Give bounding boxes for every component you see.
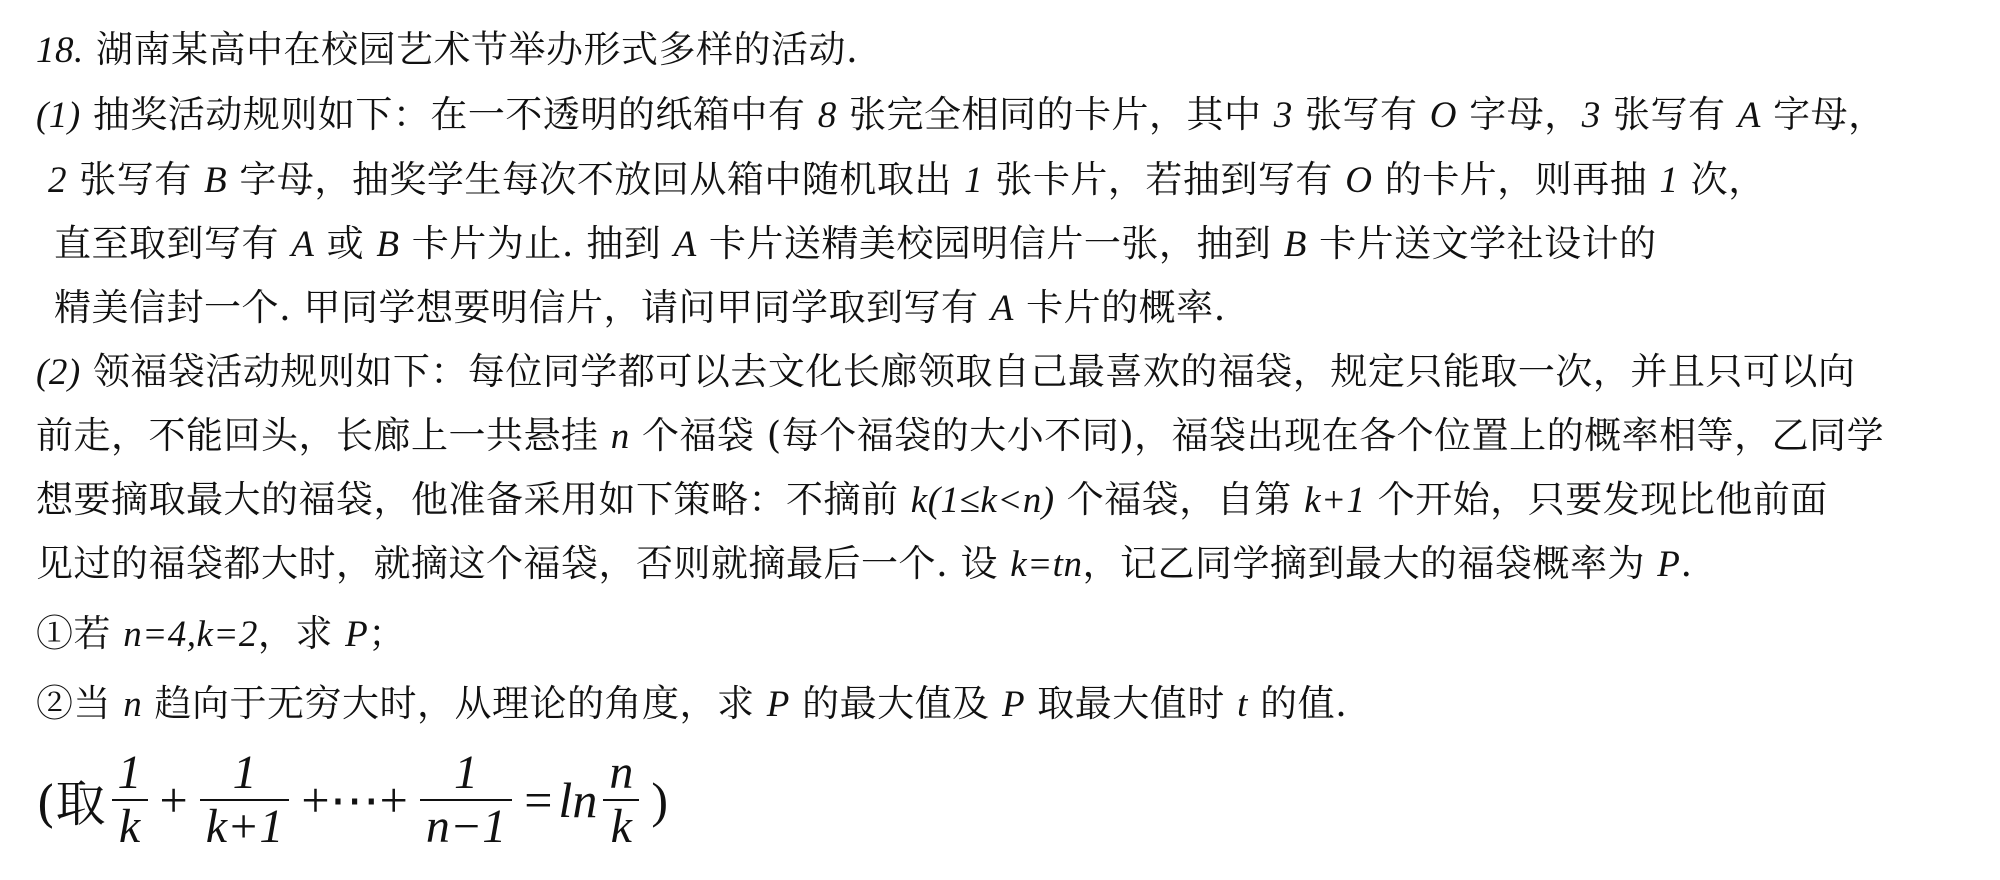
text-segment: 的最大值及 [789,682,1002,725]
problem-line-11 [36,682,1347,727]
problem-line-2 [36,93,1886,138]
text-segment: 精美信封一个. 甲同学想要明信片，请问甲同学取到写有 [54,286,991,329]
text-segment: . [1680,542,1693,585]
math-expr: P [345,614,369,655]
math-expr: 1 [964,160,984,201]
math-expr: A [990,288,1014,329]
text-segment: 卡片的概率. [1013,286,1226,329]
text-segment: 字母，抽奖学生每次不放回从箱中随机取出 [227,158,965,201]
problem-line-4 [54,222,1657,267]
formula-open: (取 [36,775,106,833]
math-expr: 8 [817,95,837,136]
math-expr: O [1345,160,1373,201]
problem-line-9 [36,542,1693,587]
text-segment: 卡片为止. 抽到 [399,222,674,265]
text-segment: 的卡片，则再抽 [1372,158,1660,201]
text-segment: 张卡片，若抽到写有 [983,158,1346,201]
text-segment: 卡片送文学社设计的 [1306,222,1657,265]
problem-line-5 [54,286,1226,331]
text-segment: 抽奖活动规则如下：在一不透明的纸箱中有 [80,93,818,136]
math-expr: 3 [1273,95,1293,136]
text-segment: 见过的福袋都大时，就摘这个福袋，否则就摘最后一个. 设 [36,542,1011,585]
math-expr: A [1737,95,1761,136]
text-segment: ，记乙同学摘到最大的福袋概率为 [1082,542,1658,585]
text-segment: ，求 [257,612,346,655]
fraction-1-over-k: $\frac{1}{k}$ [112,747,148,853]
math-expr: k=tn [1010,544,1083,585]
math-expr: n=4,k=2 [123,614,258,655]
problem-line-6 [36,350,1855,395]
math-expr: n [610,416,630,457]
problem-line-8 [36,478,1828,523]
text-segment: 领福袋活动规则如下：每位同学都可以去文化长廊领取自己最喜欢的福袋，规定只能取一次，并且只可以向 [80,350,1856,393]
fraction-1-over-k-plus-1: $\frac{1}{k+1}$ [200,747,290,853]
text-segment: 卡片送精美校园明信片一张，抽到 [696,222,1284,265]
math-expr: (1) [36,95,81,136]
math-expr: n [123,684,143,725]
math-expr: P [1001,684,1026,725]
problem-line-1 [36,28,858,73]
math-expr: B [204,160,228,201]
text-segment: 次， [1678,158,1766,201]
math-expr: B [1283,224,1307,265]
math-expr: O [1429,95,1457,136]
text-segment: 的值. [1247,682,1348,725]
text-segment: ； [368,612,406,655]
math-expr: 3 [1581,95,1601,136]
math-expr: B [376,224,400,265]
text-segment: 直至取到写有 [54,222,292,265]
math-expr: P [766,684,790,725]
math-expr: 1 [1659,160,1679,201]
math-expr: k+1 [1304,480,1366,521]
math-expr: A [673,224,697,265]
math-expr: 18. [36,30,84,71]
text-segment: 趋向于无穷大时，从理论的角度，求 [142,682,767,725]
text-segment: ②当 [36,682,124,725]
text-segment: 字母， [1760,93,1886,136]
text-segment: 个福袋，自第 [1054,478,1305,521]
text-segment: 个福袋 (每个福袋的大小不同)，福袋出现在各个位置上的概率相等，乙同学 [629,414,1885,457]
math-expr: k(1≤k<n) [910,480,1055,521]
problem-line-3 [48,158,1766,203]
math-expr: 2 [48,160,67,201]
text-segment: 取最大值时 [1025,682,1238,725]
math-expr: P [1657,544,1681,585]
fraction-n-over-k: $\frac{n}{k}$ [603,747,639,853]
math-expr: A [291,224,315,265]
problem-line-7 [36,414,1884,459]
math-expr: (2) [36,352,81,393]
hint-formula: (取 $\frac{1}{k}$ + $\frac{1}{k+1}$ +⋯+ $\frac{1}{n-1}$ = ln $\frac{n}{k}$ ) [36,746,668,853]
math-expr: t [1237,684,1248,725]
problem-line-10 [36,612,406,657]
text-segment: 张写有 [67,158,205,201]
text-segment: 或 [314,222,377,265]
text-segment: 个开始，只要发现比他前面 [1365,478,1828,521]
text-segment: 张完全相同的卡片，其中 [836,93,1274,136]
fraction-1-over-n-minus-1: $\frac{1}{n-1}$ [420,747,512,853]
text-segment: ①若 [36,612,124,655]
text-segment: 字母， [1456,93,1582,136]
text-segment: 张写有 [1600,93,1738,136]
text-segment: 想要摘取最大的福袋，他准备采用如下策略：不摘前 [36,478,911,521]
text-segment: 前走，不能回头，长廊上一共悬挂 [36,414,611,457]
text-segment: 湖南某高中在校园艺术节举办形式多样的活动. [83,28,859,71]
text-segment: 张写有 [1292,93,1430,136]
